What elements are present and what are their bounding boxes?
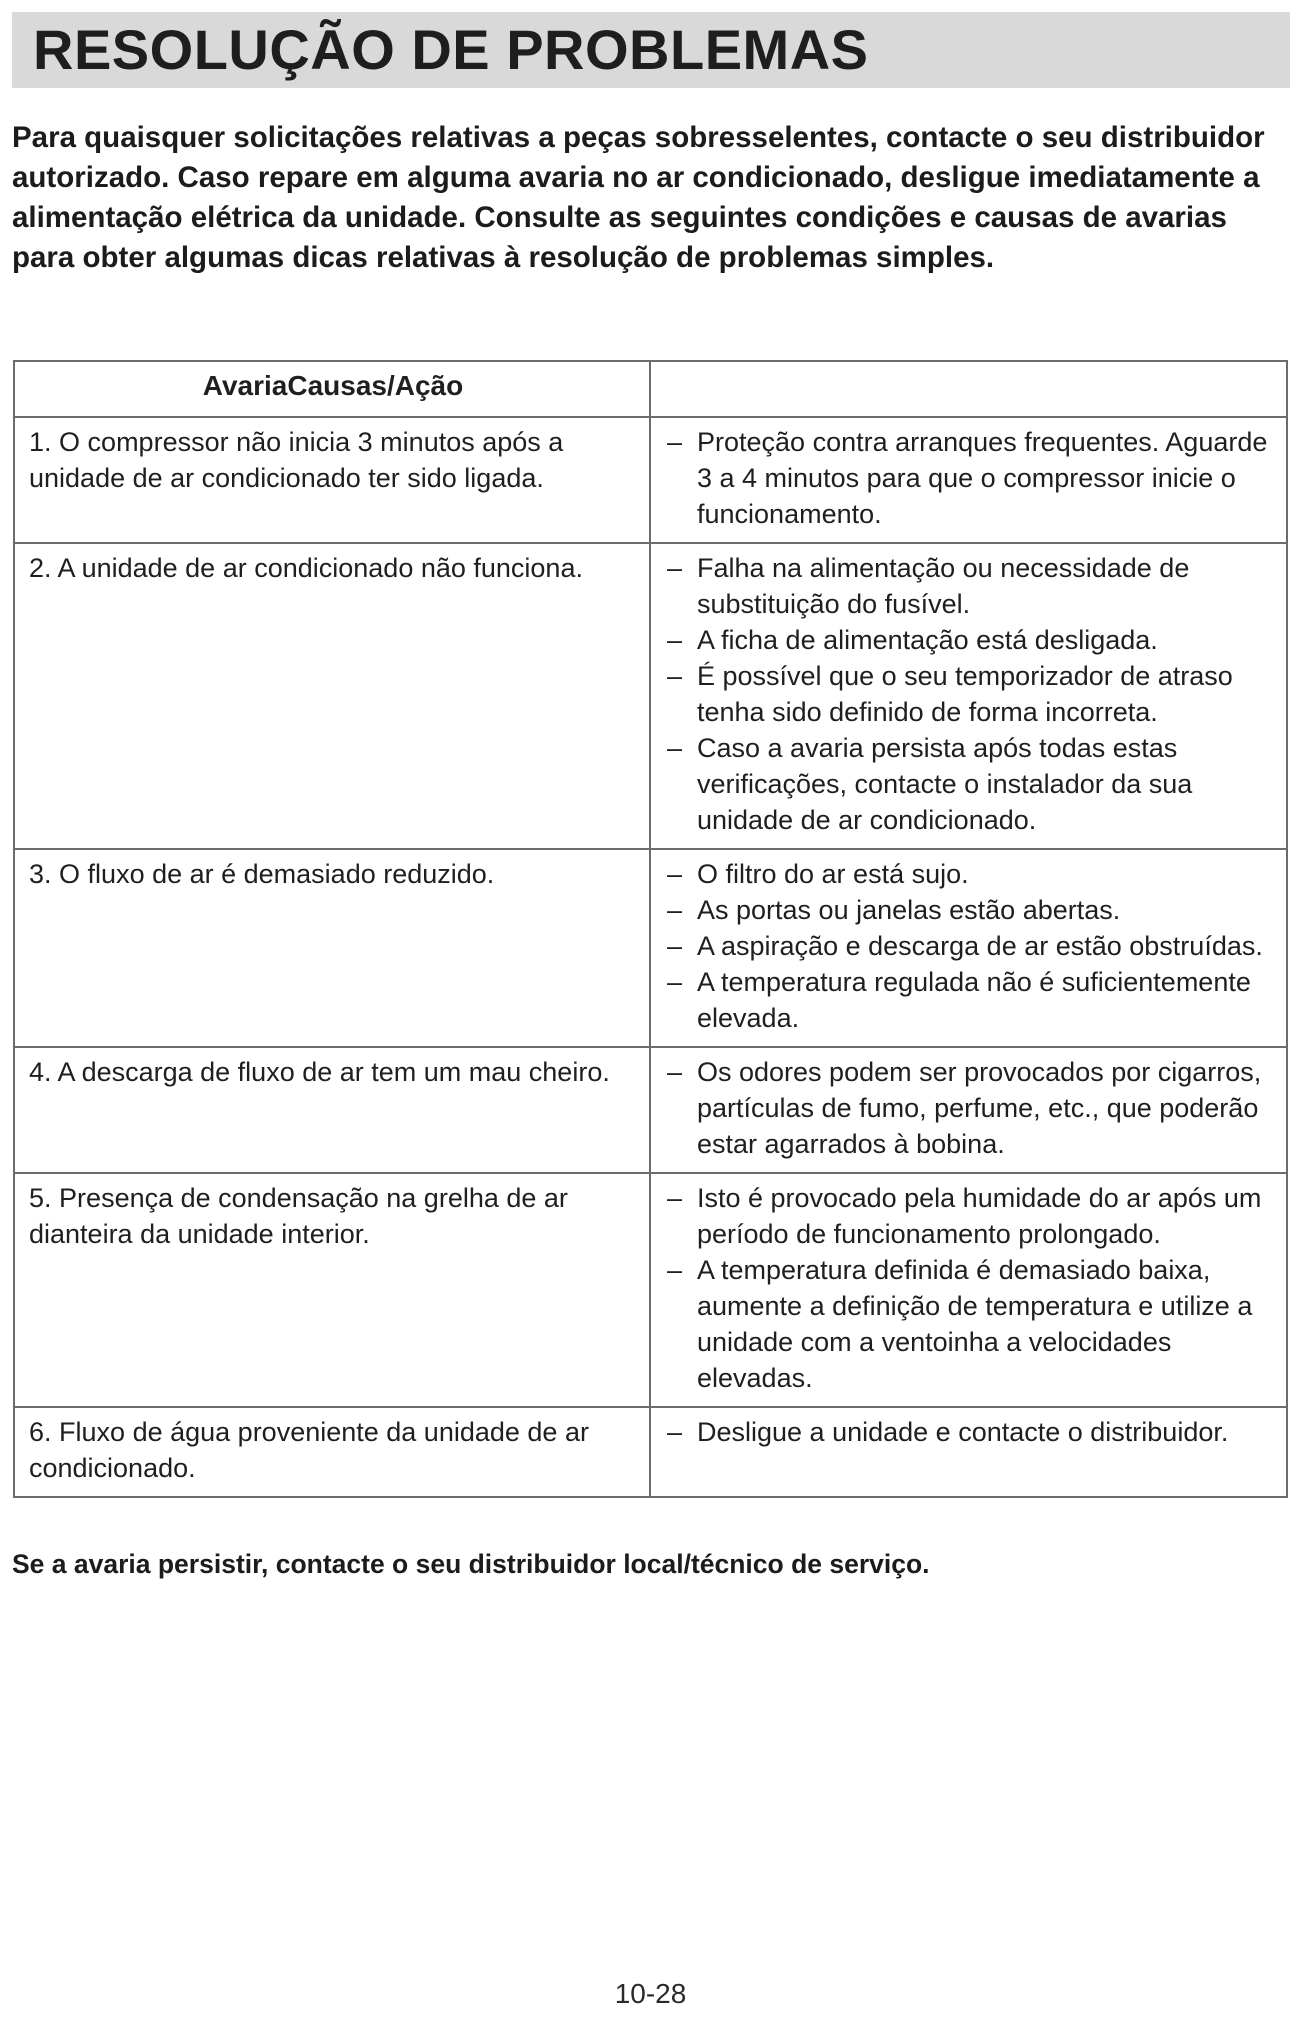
fault-number: 6. [29,1417,52,1447]
fault-text: A unidade de ar condicionado não funciona. [57,553,583,583]
page-title: RESOLUÇÃO DE PROBLEMAS [33,18,869,81]
fault-text: O compressor não inicia 3 minutos após a unidade de ar condicionado ter sido ligada. [29,427,564,493]
table-row [14,417,1287,543]
closing-note: Se a avaria persistir, contacte o seu distribuidor local/técnico de serviço. [12,1549,930,1579]
action-text: – A temperatura definida é demasiado baixa, aumente a definição de temperatura e utilize a unidade com a ventoinha a velocidades elevadas. [697,1255,1253,1393]
action-item [675,730,1274,838]
table-row [14,1407,1287,1497]
action-text: – A ficha de alimentação está desligada. [697,625,1158,655]
table-row [14,1047,1287,1173]
fault-text: Presença de condensação na grelha de ar dianteira da unidade interior. [29,1183,568,1249]
fault-cell [14,543,650,849]
action-text: – O filtro do ar está sujo. [697,859,969,889]
fault-cell [14,1173,650,1407]
title-bar [12,12,1290,88]
action-item [675,964,1274,1036]
fault-number: 4. [29,1057,52,1087]
page-number: 10-28 [614,1978,687,2009]
action-cell [650,417,1287,543]
action-cell [650,543,1287,849]
action-cell [650,1173,1287,1407]
header-fault-causes-action: AvariaCausas/Ação [14,361,650,417]
action-text: – Caso a avaria persista após todas estas verificações, contacte o instalador da sua unidade de ar condicionado. [697,733,1193,835]
action-cell [650,1047,1287,1173]
action-text: – Falha na alimentação ou necessidade de substituição do fusível. [697,553,1190,619]
action-item [675,424,1274,532]
action-text: – Proteção contra arranques frequentes. Aguarde 3 a 4 minutos para que o compressor inicie o funcionamento. [697,427,1268,529]
action-text: – As portas ou janelas estão abertas. [697,895,1121,925]
header-empty [650,361,1287,417]
troubleshooting-table [13,360,1288,1498]
fault-cell [14,1407,650,1497]
action-item [675,1180,1274,1252]
action-item [675,1414,1274,1450]
action-text: – A temperatura regulada não é suficientemente elevada. [697,967,1251,1033]
action-item [675,622,1274,658]
fault-text: A descarga de fluxo de ar tem um mau cheiro. [57,1057,610,1087]
intro-paragraph: Para quaisquer solicitações relativas a peças sobresselentes, contacte o seu distribuidor autorizado. Caso repare em alguma avaria no ar condicionado, desligue imediatamente a alimentação elétrica da unidade. Consulte as seguintes condições e causas de avarias para obter algumas dicas relativas à resolução de problemas simples. [12,121,1265,274]
action-cell [650,849,1287,1047]
action-text: – Os odores podem ser provocados por cigarros, partículas de fumo, perfume, etc., que poderão estar agarrados à bobina. [697,1057,1262,1159]
table-row [14,1173,1287,1407]
action-item [675,1054,1274,1162]
fault-cell [14,1047,650,1173]
action-text: – É possível que o seu temporizador de atraso tenha sido definido de forma incorreta. [697,661,1233,727]
table-body [14,417,1287,1497]
action-item [675,550,1274,622]
fault-text: Fluxo de água proveniente da unidade de ar condicionado. [29,1417,589,1483]
table-header-row [14,361,1287,417]
action-cell [650,1407,1287,1497]
fault-number: 3. [29,859,52,889]
action-text: – Isto é provocado pela humidade do ar após um período de funcionamento prolongado. [697,1183,1262,1249]
fault-number: 5. [29,1183,52,1213]
action-text: – Desligue a unidade e contacte o distribuidor. [697,1417,1229,1447]
fault-text: O fluxo de ar é demasiado reduzido. [59,859,495,889]
action-item [675,928,1274,964]
table-row [14,543,1287,849]
action-item [675,856,1274,892]
table-row [14,849,1287,1047]
action-item [675,1252,1274,1396]
fault-number: 1. [29,427,52,457]
action-item [675,658,1274,730]
fault-cell [14,417,650,543]
fault-number: 2. [29,553,52,583]
action-text: – A aspiração e descarga de ar estão obstruídas. [697,931,1263,961]
fault-cell [14,849,650,1047]
action-item [675,892,1274,928]
